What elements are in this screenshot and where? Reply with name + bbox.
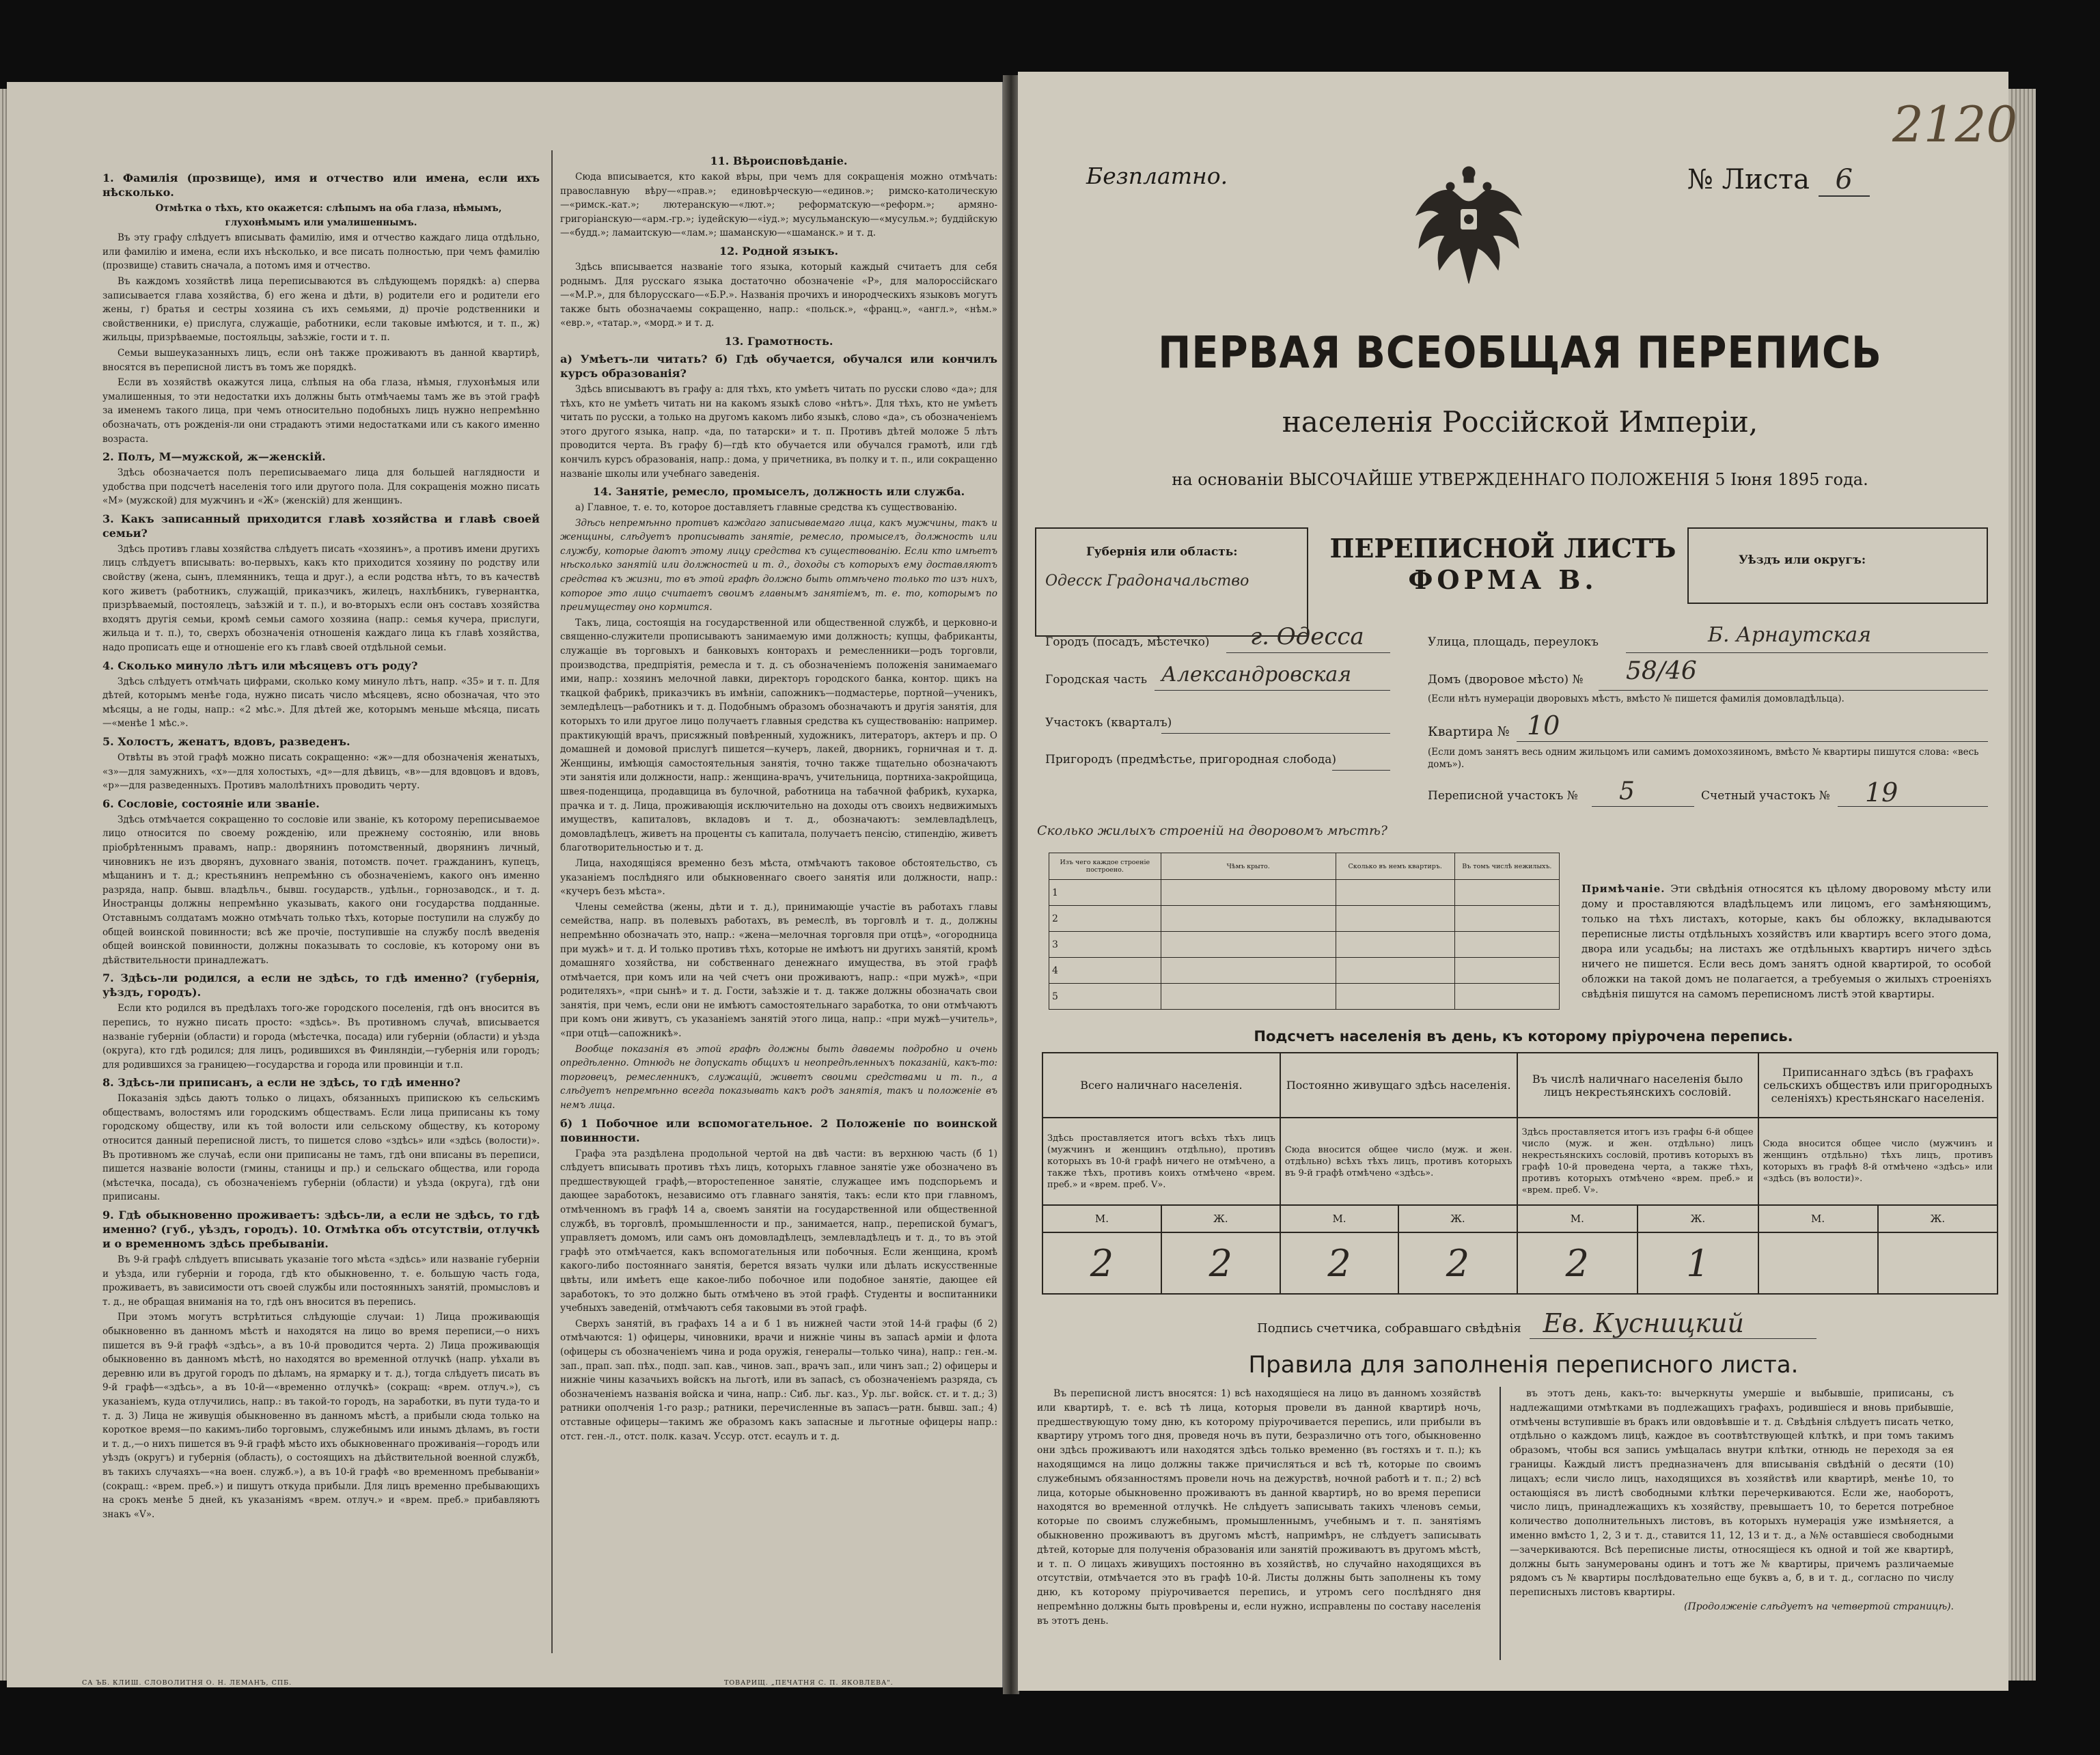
table-cell [1454,932,1559,958]
section-heading: 12. Родной языкъ. [719,244,839,258]
page-stack-right [2008,89,2036,1681]
city-part-value: Александровская [1161,663,1352,687]
buildings-table [1049,853,1560,1010]
instructions-column-1 [102,167,540,1663]
paragraph: Отвѣты въ этой графѣ можно писать сокращенно: «ж»—для обозначенія женатыхъ, «з»—для замужнихъ, «х»—для холостыхъ, «д»—для дѣвицъ, «в»—для вдовцовъ и вдовъ, «р»—для разведенныхъ. Противъ малолѣтнихъ проводить черту. [102,752,540,792]
province-label: Губернія или область: [1086,545,1238,559]
buildings-header-roof: Чѣмъ крыто. [1161,853,1336,880]
sex-column-label: Ж. [1878,1205,1998,1232]
archive-page-number: 2120 [1892,96,2018,153]
row-number: 3 [1049,932,1161,958]
paragraph: Показанія здѣсь даютъ только о лицахъ, обязанныхъ припискою къ сельскимъ обществамъ, волостямъ или городскимъ обществамъ. Если лица приписаны къ тому городскому обществу, или къ той волости или сельскому обществу, къ которому относится данный переписной листъ, то пишется слово «здѣсь» или «здѣсь (волости)». Въ противномъ же случаѣ, если они приписаны не тамъ, гдѣ они вписаны въ переписи, пишется названіе волости (гмины, станицы и пр.) и сельскаго общества, или города (мѣстечка, посада), съ обозначеніемъ губерніи (области) и уѣзда (округа), гдѣ они приписаны. [102,1093,540,1203]
paragraph: Здѣсь непремѣнно противъ каждаго записываемаго лица, какъ мужчины, такъ и женщины, слѣдуетъ прописывать занятіе, ремесло, промыселъ, должность или службу, которые даютъ этому лицу средства къ существованію. Если кто имѣетъ нѣсколько занятій или должностей и т. д., доходы съ которыхъ ему доставляютъ средства къ жизни, то въ этой графѣ должно быть отмѣчено только то изъ нихъ, которое это лицо считаетъ своимъ главнымъ занятіемъ, т. е. то, которымъ по преимуществу оно кормится. [560,517,997,613]
table-cell [1336,906,1454,932]
table-cell [1454,984,1559,1010]
table-cell [1161,932,1336,958]
city-value: г. Одесса [1250,623,1364,650]
section-heading: 6. Сословіе, состояніе или званіе. [102,797,320,810]
count-header: Въ числѣ наличнаго населенія было лицъ некрестьянскихъ сословій. [1517,1053,1758,1118]
house-label: Домъ (дворовое мѣсто) № [1428,673,1584,687]
legal-basis: на основаніи ВЫСОЧАЙШЕ УТВЕРЖДЕННАГО ПОЛОЖЕНІЯ 5 Іюня 1895 года. [1172,470,1868,489]
table-cell [1454,958,1559,984]
count-value [1878,1232,1998,1294]
count-value: 2 [1398,1232,1517,1294]
street-value: Б. Арнаутская [1708,623,1872,647]
printer-imprint-left: СА ЪБ. КЛИШ. СЛОВОЛИТНЯ О. Н. ЛЕМАНЪ, СПБ. [82,1679,292,1687]
sheet-number-value: 6 [1819,164,1870,197]
sex-column-label: Ж. [1161,1205,1280,1232]
count-description: Сюда вносится общее число (мужчинъ и женщинъ отдѣльно) тѣхъ лицъ, противъ которыхъ въ графѣ 8-й отмѣчено «здѣсь» или «здѣсь (въ волости)». [1758,1118,1998,1205]
section-heading: а) Умѣетъ-ли читать? б) Гдѣ обучается, обучался или кончилъ курсъ образованія? [560,352,997,380]
sheet-number-label: № Листа [1687,164,1810,195]
table-row [1049,906,1560,932]
paragraph: а) Главное, т. е. то, которое доставляетъ главные средства къ существованію. [575,502,957,514]
section-heading: б) 1 Побочное или вспомогательное. 2 Положеніе по воинской повинности. [560,1116,997,1144]
count-header: Постоянно живущаго здѣсь населенія. [1280,1053,1517,1118]
count-value: 2 [1042,1232,1161,1294]
paragraph: Здѣсь вписываютъ въ графу а: для тѣхъ, кто умѣетъ читать по русски слово «да»; для тѣхъ, кто не умѣетъ читать ни на какомъ языкѣ слово «нѣтъ». Для тѣхъ, кто не умѣетъ читать по русски, а только на другомъ какомъ либо языкѣ, слово «да», съ обозначеніемъ этого другого языка, напр. «да, по татарски» и т. п. Противъ дѣтей моложе 5 лѣтъ проводится черта. Въ графу б)—гдѣ кто обучается или обучался грамотѣ, или гдѣ кончилъ курсъ образованія, напр.: дома, у причетника, въ полку и т. п., или сокращенно названіе школы или учебнаго заведенія. [560,383,997,480]
paragraph: Если кто родился въ предѣлахъ того-же городского поселенія, гдѣ онъ вносится въ перепись, то нужно писать просто: «здѣсь». Въ противномъ случаѣ, вписывается названіе губерніи (области) и города (мѣстечка, посада) или губерніи (области) и уѣзда (округа), кто гдѣ родился; для лицъ, родившихся въ Финляндіи,—губернія или городъ; для родившихся за границею—государства и города или провинціи и т.п. [102,1003,540,1070]
paragraph: Лица, находящіяся временно безъ мѣста, отмѣчаютъ таковое обстоятельство, съ указаніемъ послѣдняго или обыкновеннаго своего занятія или должности, напр.: «кучеръ безъ мѣста». [560,857,997,898]
paragraph: Здѣсь обозначается полъ переписываемаго лица для большей наглядности и удобства при подсчетѣ населенія того или другого пола. Для сокращенія можно писать «М» (мужской) для мужчинъ и «Ж» (женскій) для женщинъ. [102,467,540,507]
table-cell [1161,906,1336,932]
table-cell [1336,958,1454,984]
printer-imprint-right: ТОВАРИЩ. „ПЕЧАТНЯ С. П. ЯКОВЛЕВА". [724,1679,894,1687]
column-divider [551,150,553,1653]
census-section-value: 5 [1619,777,1635,805]
sex-column-label: М. [1280,1205,1398,1232]
sheet-title-text: ПЕРЕПИСНОЙ ЛИСТЪ [1329,533,1676,564]
book-spine [1003,75,1019,1694]
rules-title: Правила для заполненія переписного листа. [1248,1351,1799,1379]
section-heading: 4. Сколько минуло лѣтъ или мѣсяцевъ отъ роду? [102,659,418,672]
table-row [1049,932,1560,958]
census-title: ПЕРВАЯ ВСЕОБЩАЯ ПЕРЕПИСЬ [1158,328,1882,378]
count-description: Сюда вносится общее число (муж. и жен. отдѣльно) всѣхъ тѣхъ лицъ, противъ которыхъ въ 9-й графѣ отмѣчено «здѣсь». [1280,1118,1517,1205]
paragraph: Если въ хозяйствѣ окажутся лица, слѣпыя на оба глаза, нѣмыя, глухонѣмыя или умалишенныя, то эти недостатки ихъ должны быть отмѣчаемы тамъ же въ этой графѣ за именемъ такого лица, при чемъ относительно подобныхъ лицъ нужно непремѣнно обозначать, отъ рожденія-ли они страдаютъ этими недостатками или съ какого именно возраста. [102,377,540,445]
paragraph: Въ 9-й графѣ слѣдуетъ вписывать указаніе того мѣста «здѣсь» или названіе губерніи и уѣзда, или губерніи и города, гдѣ кто обыкновенно, т. е. большую часть года, проживаетъ, въ зависимости отъ своей службы или постоянныхъ занятій, промысловъ и т. д., не обращая вниманія на то, гдѣ онъ вносится въ перепись. [102,1254,540,1308]
count-description: Здѣсь проставляется итогъ всѣхъ тѣхъ лицъ (мужчинъ и женщинъ отдѣльно), противъ которыхъ въ 10-й графѣ ничего не отмѣчено, а также тѣхъ, противъ коихъ отмѣчено «врем. преб.» и «врем. преб. V». [1042,1118,1280,1205]
rules-continued: (Продолженіе слѣдуетъ на четвертой страницѣ). [1684,1601,1954,1612]
section-label: Участокъ (кварталъ) [1045,716,1172,730]
paragraph: Сверхъ занятій, въ графахъ 14 а и б 1 въ нижней части этой 14-й графы (б 2) отмѣчаются: 1) офицеры, чиновники, врачи и нижніе чины въ запасѣ арміи и флота (офицеры съ обозначеніемъ чина и рода оружія, генералы—только чина), напр.: ген.-м. зап., прап. зап. пѣх., подп. зап. кав., чинов. зап., врачъ зап., или чинъ зап.; 2) офицеры и нижніе чины казачьихъ войскъ на льготѣ, или въ запасѣ, съ обозначеніемъ разряда, съ обозначеніемъ названія войска и чина, напр.: Сиб. льг. каз., Ур. льг. войск. ст. и т. д.; 3) ратники ополченія 1-го разр.; ратники, перечисленные въ запасъ—ратн. бывш. зап.; 4) отставные офицеры—такимъ же образомъ какъ запасные и льготные офицеры напр.: отст. ген.-л., отст. полк. казач. Уссур. отст. есаулъ и т. д. [560,1318,997,1442]
row-number: 2 [1049,906,1161,932]
sex-column-label: Ж. [1398,1205,1517,1232]
sex-column-label: М. [1758,1205,1878,1232]
apartment-value: 10 [1527,710,1560,741]
enumerator-signature [1257,1308,1816,1339]
district-label: Уѣздъ или округъ: [1739,553,1866,567]
paragraph: Здѣсь отмѣчается сокращенно то сословіе или званіе, къ которому переписываемое лицо относится по своему рожденію, или прежнему состоянію, или вновь пріобрѣтеннымъ правамъ, напр.: дворянинъ потомственный, дворянинъ личный, чиновникъ не изъ дворянъ, духовнаго званія, потомств. почет. гражданинъ, купецъ, мѣщанинъ и т. д.; крестьянинъ непремѣнно съ обозначеніемъ, какого онъ именно разряда, напр. бывш. владѣльч., бывш. государств., удѣльн., горнозаводск., и т. д. Иностранцы должны непремѣнно указывать, какого они государства подданные. Отставнымъ солдатамъ можно отмѣчать только тѣхъ, которые поступили на службу до общей воинской повинности; всѣ же прочіе, поступившіе на службу послѣ введенія общей воинской повинности, должны показывать то сословіе, къ которому они въ дѣйствительности принадлежатъ. [102,814,540,966]
note-label: Примѣчаніе. [1581,883,1666,895]
section-heading: 8. Здѣсь-ли приписанъ, а если не здѣсь, то гдѣ именно? [102,1076,461,1090]
count-value: 2 [1517,1232,1638,1294]
house-value: 58/46 [1626,657,1697,685]
sex-column-label: Ж. [1638,1205,1758,1232]
instructions-column-2 [560,150,997,1663]
paragraph: При этомъ могутъ встрѣтиться слѣдующіе случаи: 1) Лица проживающія обыкновенно въ данномъ мѣстѣ и находятся на лицо во время переписи,—о нихъ пишется въ 9-й графѣ «здѣсь», а въ 10-й проводится черта. 2) Лица проживающія обыкновенно въ данномъ мѣстѣ, но находятся во временной отлучкѣ (напр. уѣхали въ деревню или въ другой городъ по дѣламъ, на ярмарку и т. д.), тогда слѣдуетъ писать въ 9-й графѣ—«здѣсь», а въ 10-й—«временно отлучкѣ» (сокращ: «врем. отлуч.»), съ указаніемъ, куда отлучились, напр.: въ такой-то городъ, на заработки, въ пути туда-то и т. д. 3) Лица не живущія обыкновенно въ данномъ мѣстѣ, а прибыли сюда только на короткое время—по какимъ-либо торговымъ, служебнымъ или инымъ дѣламъ, въ гости и т. д.,—о нихъ пишется въ 9-й графѣ мѣсто ихъ обыкновеннаго проживанія—городъ или уѣздъ (округъ) и губернія (область), о состоящихъ на дѣйствительной военной службѣ, въ такихъ случаяхъ—«на воен. служб.»), а въ 10-й графѣ «во временномъ пребываніи» (сокращ.: «врем. преб.») и пишутъ откуда прибыли. Для лицъ временно пребывающихъ на срокъ менѣе 5 дней, къ указаніямъ «врем. отлуч.» и «врем. преб.» прибавляютъ знакъ «V». [102,1312,540,1520]
count-header: Всего наличнаго населенія. [1042,1053,1280,1118]
rules-text-2: въ этотъ день, какъ-то: вычеркнуты умершіе и выбывшіе, приписаны, съ надлежащими отмѣтками въ подлежащихъ графахъ, родившіеся и вновь прибывшіе, отмѣчены вступившіе въ бракъ или овдовѣвшіе и т. д. Свѣдѣнія слѣдуетъ писать четко, отдѣльно о каждомъ лицѣ, каждое въ соотвѣтствующей клѣткѣ, и при томъ такимъ образомъ, чтобы вся запись умѣщалась внутри клѣтки, отнюдь не переходя за ея границы. Каждый листъ предназначенъ для вписыванія свѣдѣній о десяти (10) лицахъ; если число лицъ, находящихся въ хозяйствѣ или квартирѣ, менѣе 10, то остающіяся въ листѣ свободными клѣтки перечеркиваются. Если же, наоборотъ, число лицъ, принадлежащихъ къ хозяйству, превышаетъ 10, то берется потребное количество дополнительныхъ листовъ, въ которыхъ нумерація уже измѣняется, а именно вмѣсто 1, 2, 3 и т. д., ставится 11, 12, 13 и т. д., а №№ оставшіеся свободными—зачеркиваются. Всѣ переписные листы, относящіеся къ одной и той же квартирѣ, должны быть занумерованы одинъ и тотъ же № квартиры, причемъ различаемые рядомъ съ № квартиры послѣдовательно еще буквъ а, б, в и т. д., согласно по числу переписныхъ листовъ квартиры. [1510,1388,1954,1599]
sheet-form: ФОРМА В. [1408,564,1598,595]
table-row [1049,880,1560,906]
section-heading: 5. Холостъ, женатъ, вдовъ, разведенъ. [102,735,350,748]
rules-column-1 [1037,1387,1481,1674]
paragraph: Въ каждомъ хозяйствѣ лица переписываются въ слѣдующемъ порядкѣ: а) сперва записывается глава хозяйства, б) его жена и дѣти, в) родители его и родители его жены, г) братья и сестры хозяина съ ихъ семьями, д) прочіе родственники и свойственники, е) прислуга, служащіе, работники, если таковые имѣются, и т. п., ж) жильцы, призрѣваемые, постояльцы, заѣзжіе, гости и т. п. [102,275,540,344]
buildings-header-material: Изъ чего каждое строеніе построено. [1049,853,1161,880]
buildings-note [1581,881,1991,1001]
table-row [1049,984,1560,1010]
buildings-heading: Сколько жилыхъ строеній на дворовомъ мѣстѣ? [1037,823,1387,838]
apartment-label: Квартира № [1428,724,1510,739]
paragraph: Семьи вышеуказанныхъ лицъ, если онѣ также проживаютъ въ данной квартирѣ, вносятся въ переписной листъ въ томъ же порядкѣ. [102,347,540,373]
table-cell [1454,880,1559,906]
imperial-eagle-icon [1411,161,1527,290]
buildings-header-nonresidential: Въ томъ числѣ нежилыхъ. [1454,853,1559,880]
paragraph: Члены семейства (жены, дѣти и т. д.), принимающіе участіе въ работахъ главы семейства, напр. въ полевыхъ работахъ, въ ремеслѣ, въ торговлѣ и т. д., должны непремѣнно обозначать это, напр.: «жена—мелочная торговля при отцѣ», «огородница при мужѣ» и т. д. И только противъ тѣхъ, которые не имѣютъ ни другихъ занятій, кромѣ домашняго хозяйства, ни собственнаго денежнаго имущества, въ этой графѣ отмѣчается, при комъ или на чей счетъ они проживаютъ, напр.: «при мужѣ», «при родителяхъ», «при сынѣ» и т. д. Гости, заѣзжіе и т. д. также должны обозначать свои занятія, при чемъ, если они не имѣютъ самостоятельнаго заработка, то они отмѣчаютъ при комъ они живутъ, съ указаніемъ занятій этого лица, напр.: «при мужѣ—учитель», «при отцѣ—сапожникѣ». [560,901,997,1040]
signature-value: Ев. Кусницкий [1543,1308,1744,1338]
suburb-label: Пригородъ (предмѣстье, пригородная слобода) [1045,753,1337,766]
count-value [1758,1232,1878,1294]
province-value: Одесск Градоначальство [1045,572,1249,590]
apartment-note: (Если домъ занятъ весь одним жильцомъ или самимъ домохозяиномъ, вмѣсто № квартиры пишутся слова: «весь домъ»). [1428,747,1979,770]
sex-column-label: М. [1517,1205,1638,1232]
sheet-title [1298,533,1708,596]
table-cell [1161,984,1336,1010]
paragraph: Здѣсь вписывается названіе того языка, который каждый считаетъ для себя роднымъ. Для русскаго языка достаточно обозначеніе «Р», для малороссійскаго—«М.Р.», для бѣлорусскаго—«Б.Р.». Названія прочихъ и инородческихъ языковъ могутъ также быть обозначаемы сокращенно, напр.: «польск.», «франц.», «англ.», «нѣм.» «евр.», «татар.», «морд.» и т. д. [560,261,997,329]
street-label: Улица, площадь, переулокъ [1428,635,1599,649]
table-cell [1336,932,1454,958]
rules-text-1: Въ переписной листъ вносятся: 1) всѣ находящіеся на лицо въ данномъ хозяйствѣ или квартирѣ, т. е. всѣ тѣ лица, которыя провели въ данной квартирѣ ночь, предшествующую тому дню, къ которому пріурочивается перепись, или прибыли въ квартиру утромъ того дня, проведя ночь въ пути, безразлично отъ того, обыкновенно они здѣсь проживаютъ или находятся здѣсь только временно (въ гостяхъ и т. п.); къ находящимся на лицо должны также причисляться и всѣ тѣ, которые по своимъ служебнымъ обязанностямъ провели ночь на дежурствѣ, ночной работѣ и т. п.; 2) всѣ лица, которые обыкновенно проживаютъ въ данной квартирѣ, но во время переписи находятся во временной отлучкѣ. Не слѣдуетъ записывать такихъ членовъ семьи, которые по своимъ служебнымъ, промышленнымъ, учебнымъ и т. п. занятіямъ обыкновенно проживаютъ въ другомъ мѣстѣ, напримѣръ, не слѣдуетъ записывать дѣтей, которые для полученія образованія или занятій проживаютъ въ другомъ мѣстѣ, и т. п. О лицахъ живущихъ постоянно въ хозяйствѣ, но случайно находящихся въ отсутствіи, отмѣчается это въ графѣ 10-й. Листы должны быть заполнены къ тому дню, къ которому пріурочивается перепись, и утромъ сего послѣдняго дня непремѣнно должны быть провѣрены и, если нужно, исправлены по составу населенія въ этотъ день. [1037,1388,1481,1627]
count-value: 2 [1161,1232,1280,1294]
section-heading: 13. Грамотность. [724,334,833,348]
paragraph: Такъ, лица, состоящія на государственной или общественной службѣ, и церковно-и священно-служители прописываютъ занимаемую ими должность; купцы, фабриканты, служащіе въ торговыхъ и банковыхъ конторахъ и ремесленники—родъ торговли, производства, предпріятія, ремесла и т. д. съ обозначеніемъ положенія занимаемаго ими, напр.: хозяинъ мелочной лавки, директоръ городского банка, контор. щикъ на ткацкой фабрикѣ, приказчикъ въ имѣніи, сапожникъ—подмастерье, портной—ученикъ, земледѣлецъ—работникъ и т. д. Подобнымъ образомъ обозначаютъ и другія занятія, для которыхъ то или другое лицо получаетъ главныя средства къ существованію: например. практикующій врачъ, присяжный повѣренный, художникъ, литераторъ, актеръ и пр. О домашней и домовой прислугѣ пишется—кучеръ, лакей, дворникъ, горничная и т. д. Женщины, имѣющія самостоятельныя занятія, точно также тщательно обозначаютъ эти занятія или должности, напр.: женщина-врачъ, учительница, портниха-закройщица, швея-поденщица, продавщица въ булочной, работница на табачной фабрикѣ, кухарка, прачка и т. д. Лица, проживающія исключительно на доходы отъ своихъ недвижимыхъ имуществъ, капиталовъ, вкладовъ и т. д., обозначаютъ: землевладѣлецъ, домовладѣлецъ, живетъ на проценты съ капитала, получаетъ пенсію, стипендію, живетъ благотворительностью и т. д. [560,617,997,854]
population-count-title: Подсчетъ населенія въ день, къ которому пріурочена перепись. [1254,1028,1793,1045]
paragraph: Здѣсь противъ главы хозяйства слѣдуетъ писать «хозяинъ», а противъ имени другихъ лицъ слѣдуетъ вписывать: во-первыхъ, какъ кто приходится хозяину по родству или свойству (жена, сынъ, племянникъ, теща и друг.), а если родства нѣтъ, то въ качествѣ кого живетъ (работникъ, служащій, приказчикъ, жилецъ, нахлѣбникъ, гувернантка, призрѣваемый, постоялецъ, заѣзжій и т. п.), и во-вторыхъ если онъ составъ хозяйства входятъ другія семьи, кромѣ семьи самого хозяина (напр.: семья кучера, прислуги, жильца и т. п.), то, сверхъ обозначенія отношенія каждаго лица къ главѣ хозяйства, надо прописать еще и отношеніе его къ главѣ своей отдѣльной семьи. [102,543,540,654]
section-heading: 2. Полъ, М—мужской, ж—женскій. [102,450,326,464]
table-cell [1454,906,1559,932]
row-number: 4 [1049,958,1161,984]
paragraph: Здѣсь слѣдуетъ отмѣчать цифрами, сколько кому минуло лѣтъ, напр. «35» и т. п. Для дѣтей, которымъ менѣе года, нужно писать число мѣсяцевъ, ясно обозначая, что это мѣсяцы, а не годы, напр.: «2 мѣс.». Для дѣтей же, которымъ меньше мѣсяца, писать—«менѣе 1 мѣс.». [102,676,540,730]
counting-section-label: Счетный участокъ № [1701,789,1830,803]
census-section-label: Переписной участокъ № [1428,789,1578,803]
section-heading: 3. Какъ записанный приходится главѣ хозяйства и главѣ своей семьи? [102,512,540,540]
sex-column-label: М. [1042,1205,1161,1232]
row-number: 1 [1049,880,1161,906]
count-description: Здѣсь проставляется итогъ изъ графы 6-й общее число (муж. и жен. отдѣльно) лицъ некрестьянскихъ сословій, противъ которыхъ въ графѣ 10-й проведена черта, а также тѣхъ, противъ которыхъ отмѣчено «врем. преб.» и «врем. преб. V». [1517,1118,1758,1205]
counting-section-value: 19 [1865,777,1898,807]
city-part-label: Городская часть [1045,673,1148,687]
table-cell [1336,984,1454,1010]
table-cell [1161,958,1336,984]
sheet-number [1687,164,1870,197]
row-number: 5 [1049,984,1161,1010]
free-of-charge-label: Безплатно. [1086,163,1228,189]
section-heading: 9. Гдѣ обыкновенно проживаетъ: здѣсь-ли, а если не здѣсь, то гдѣ именно? (губ., уѣздъ, городъ). 10. Отмѣтка объ отсутствіи, отлучкѣ и о временномъ здѣсь пребываніи. [102,1208,540,1251]
section-heading: 11. Вѣроисповѣданіе. [710,154,848,167]
signature-label: Подпись счетчика, собравшаго свѣдѣнія [1257,1321,1521,1336]
paragraph: Отмѣтка о тѣхъ, кто окажется: слѣпымъ на оба глаза, нѣмымъ, глухонѣмымъ или умалишеннымъ. [155,203,502,228]
population-count-table [1042,1052,1998,1295]
paragraph: Графа эта раздѣлена продольной чертой на двѣ части: въ верхнюю часть (б 1) слѣдуетъ вписывать противъ тѣхъ лицъ, которыхъ главное занятіе уже обозначено въ предшествующей графѣ,—второстепенное занятіе, служащее имъ подспорьемъ и дающее заработокъ, независимо отъ главнаго занятія, такъ: если кто при главномъ, отмѣченномъ въ графѣ 14 а, своемъ занятіи на государственной или общественной службѣ, въ торговлѣ, промышленности и пр., занимается, напр., перепиской бумагъ, управляетъ домомъ, или самъ онъ домовладѣлецъ, землевладѣлецъ и т. д., то въ этой графѣ это отмѣчается, какъ вспомогательныя или побочныя. Если женщина, кромѣ какого-либо постояннаго занятія, берется вязать чулки или дѣлать искусственные цвѣты, или имѣетъ еще какое-либо побочное или подобное занятіе, дающее ей заработокъ, то это должно быть отмѣчено въ этой графѣ. Студенты и воспитанники учебныхъ заведеній, отмѣчаютъ себя таковыми въ этой графѣ. [560,1148,997,1314]
paragraph: Сюда вписывается, кто какой вѣры, при чемъ для сокращенія можно отмѣчать: православную вѣру—«прав.»; единовѣрческую—«единов.»; римско-католическую—«римск.-кат.»; лютеранскую—«лют.»; реформатскую—«реформ.»; армяно-григоріанскую—«арм.-гр.»; іудейскую—«іуд.»; мусульманскую—«мусульм.»; буддійскую—«будд.»; ламаитскую—«лам.»; шаманскую—«шаманск.» и т. д. [560,171,997,239]
section-heading: 1. Фамилія (прозвище), имя и отчество или имена, если ихъ нѣсколько. [102,171,540,199]
count-header: Приписаннаго здѣсь (въ графахъ сельскихъ обществъ или пригородныхъ селеніяхъ) крестьянскаго населенія. [1758,1053,1998,1118]
table-cell [1161,880,1336,906]
section-heading: 7. Здѣсь-ли родился, а если не здѣсь, то гдѣ именно? (губернія, уѣздъ, городъ). [102,971,540,999]
city-label: Городъ (посадъ, мѣстечко) [1045,635,1210,649]
paragraph: Вообще показанія въ этой графѣ должны быть даваемы подробно и очень опредѣленно. Отнюдь не допускать общихъ и неопредѣленныхъ показаній, какъ-то: торговецъ, ремесленникъ, служащій, живетъ своими средствами и т. п., а слѣдуетъ непремѣнно всегда показывать какъ родъ занятія, такъ и положеніе въ немъ лица. [560,1043,997,1111]
count-value: 1 [1638,1232,1758,1294]
note-text: Эти свѣдѣнія относятся къ цѣлому дворовому мѣсту или дому и проставляются владѣльцемъ или лицомъ, его замѣняющимъ, только на тѣхъ листахъ, которые, какъ бы обложку, вкладываются переписные листы отдѣльныхъ хозяйствъ или квартиръ всего этого дома, двора или усадьбы; на листахъ же отдѣльныхъ квартиръ ничего здѣсь ничего не пишется. Если весь домъ занятъ одной квартирой, то особой обложки на такой домъ не полагается, а требуемыя о жилыхъ строеніяхъ свѣдѣнія пишутся на самомъ переписномъ листѣ этой квартиры. [1581,883,1991,1000]
house-note: (Если нѣтъ нумераціи дворовыхъ мѣстъ, вмѣсто № пишется фамилія домовладѣльца). [1428,693,1845,704]
table-row [1049,958,1560,984]
count-value: 2 [1280,1232,1398,1294]
rules-divider [1500,1387,1501,1660]
section-heading: 14. Занятіе, ремесло, промыселъ, должность или служба. [592,485,965,499]
rules-column-2 [1510,1387,1954,1674]
table-cell [1336,880,1454,906]
buildings-header-apartments: Сколько въ немъ квартиръ. [1336,853,1454,880]
census-subtitle: населенія Россійской Имперіи, [1282,405,1758,439]
paragraph: Въ эту графу слѣдуетъ вписывать фамилію, имя и отчество каждаго лица отдѣльно, или фамилію и имена, если ихъ нѣсколько, и все писать полностью, при чемъ фамилію (прозвище) ставить сначала, а потомъ имя и отчество. [102,232,540,272]
